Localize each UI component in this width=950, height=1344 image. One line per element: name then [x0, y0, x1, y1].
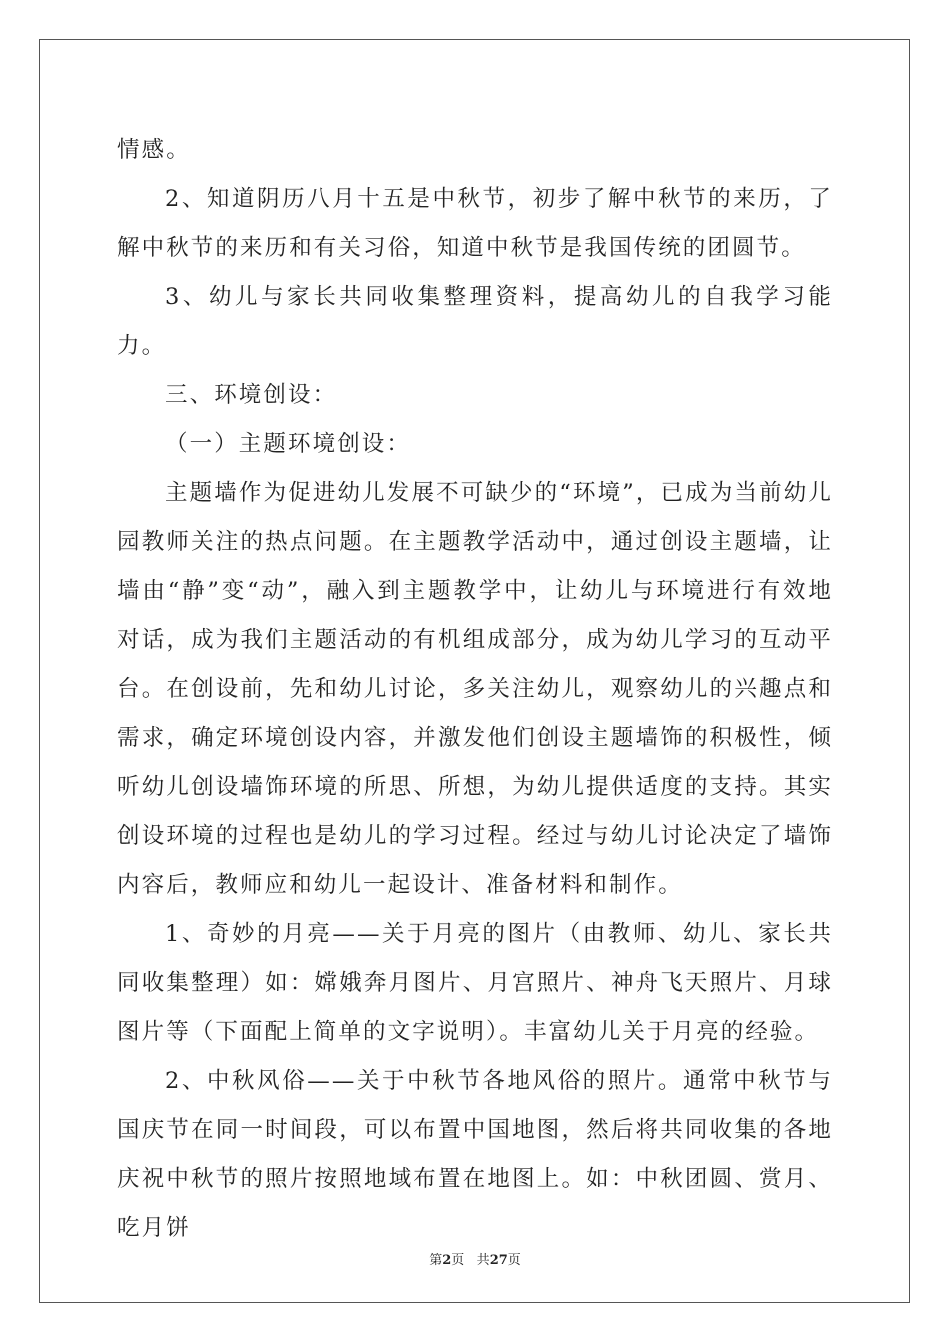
- page-footer: [0, 1249, 950, 1268]
- subsection-heading: （一）主题环境创设：: [165, 431, 412, 457]
- document-body: [117, 126, 833, 1253]
- page-number: 2: [442, 1253, 452, 1268]
- paragraph: 情感。: [117, 137, 191, 163]
- page-suffix: 页: [451, 1253, 465, 1268]
- total-prefix: 共: [476, 1253, 490, 1268]
- paragraph: 2、中秋风俗——关于中秋节各地风俗的照片。通常中秋节与国庆节在同一时间段，可以布置中国地图，然后将共同收集的各地庆祝中秋节的照片按照地域布置在地图上。如：中秋团圆、赏月、吃月饼: [117, 1068, 833, 1241]
- page-prefix: 第: [429, 1253, 443, 1268]
- paragraph: 2、知道阴历八月十五是中秋节，初步了解中秋节的来历，了解中秋节的来历和有关习俗，知道中秋节是我国传统的团圆节。: [117, 186, 833, 261]
- paragraph: 3、幼儿与家长共同收集整理资料，提高幼儿的自我学习能力。: [117, 284, 833, 359]
- total-pages: 27: [489, 1253, 508, 1268]
- total-suffix: 页: [507, 1253, 521, 1268]
- section-heading: 三、环境创设：: [165, 382, 338, 408]
- paragraph: 主题墙作为促进幼儿发展不可缺少的“环境”，已成为当前幼儿园教师关注的热点问题。在主题教学活动中，通过创设主题墙，让墙由“静”变“动”，融入到主题教学中，让幼儿与环境进行有效地对话，成为我们主题活动的有机组成部分，成为幼儿学习的互动平台。在创设前，先和幼儿讨论，多关注幼儿，观察幼儿的兴趣点和需求，确定环境创设内容，并激发他们创设主题墙饰的积极性，倾听幼儿创设墙饰环境的所思、所想，为幼儿提供适度的支持。其实创设环境的过程也是幼儿的学习过程。经过与幼儿讨论决定了墙饰内容后，教师应和幼儿一起设计、准备材料和制作。: [117, 480, 833, 898]
- paragraph: 1、奇妙的月亮——关于月亮的图片（由教师、幼儿、家长共同收集整理）如：嫦娥奔月图片、月宫照片、神舟飞天照片、月球图片等（下面配上简单的文字说明）。丰富幼儿关于月亮的经验。: [117, 921, 833, 1045]
